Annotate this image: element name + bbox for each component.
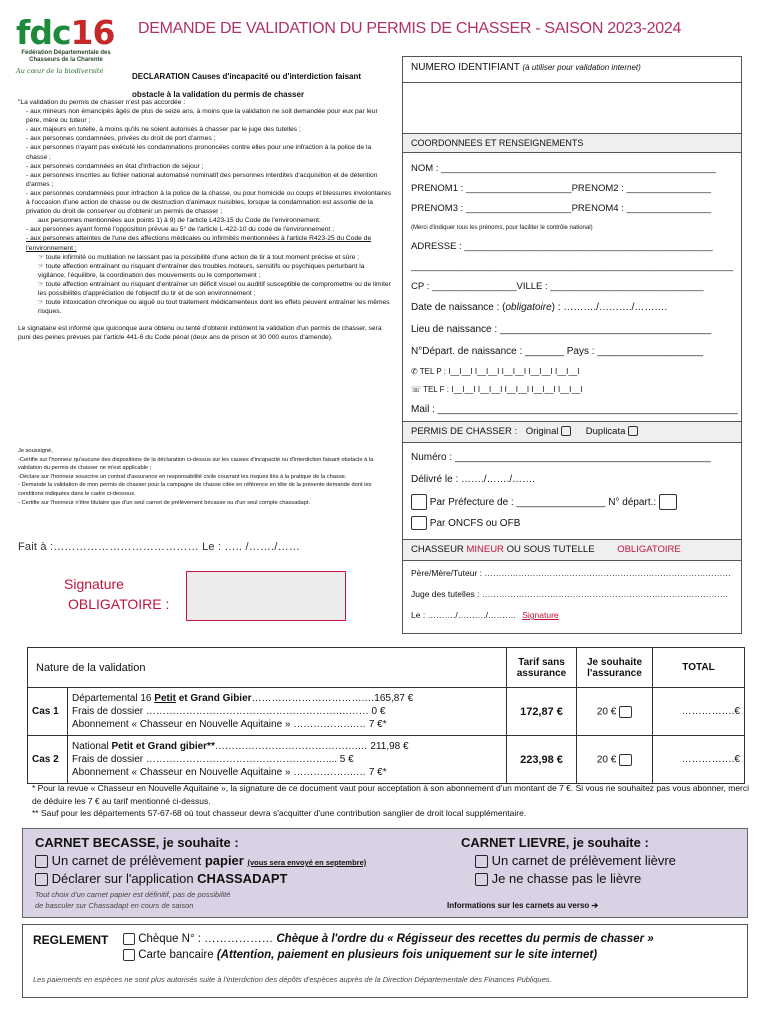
permis-title: PERMIS DE CHASSER :	[411, 426, 518, 437]
depart-field[interactable]: N°Départ. de naissance : _______ Pays : ___________________	[411, 346, 704, 357]
mineur-obligatoire: OBLIGATOIRE	[617, 544, 681, 555]
prefecture-checkbox[interactable]	[411, 494, 427, 510]
carnet-info-link[interactable]: Informations sur les carnets au verso ➔	[447, 901, 599, 910]
lievre-option-carnet: Un carnet de prélèvement lièvre	[475, 853, 676, 868]
mineur-title-1: CHASSEUR	[411, 544, 464, 555]
table-row	[28, 736, 745, 784]
carnet-becasse-title: CARNET BECASSE, je souhaite :	[35, 835, 239, 850]
header-tarif: Tarif sans assurance	[507, 648, 577, 688]
signature-box[interactable]	[186, 571, 346, 621]
cas1-total[interactable]: …………….€	[653, 688, 745, 736]
decl-line: - aux personnes condamnées pour infraction à la police de la chasse, ou pour homicide ou coups et blessures involontaires à l'occasion d'une action de chasse ou de destruction d'animaux nuisibles, lorsque la condamnation est assortie de la privation du droit de conserver ou d'obtenir un permis de chasser ;	[26, 189, 392, 216]
cas1-description	[68, 688, 507, 736]
table-header-row	[28, 648, 745, 688]
decl-line: ☞ toute affection entraînant ou risquant d'entraîner un déficit visuel ou auditif susceptible de compromettre ou de limiter les possibilités d'appréciation de l'objectif du tir et de son environnement ;	[38, 280, 391, 297]
lieu-field[interactable]: Lieu de naissance : ______________________________________	[411, 324, 712, 335]
prefecture-row	[411, 491, 733, 515]
carte-note: (Attention, paiement en plusieurs fois uniquement sur le site internet)	[216, 949, 598, 962]
logo-federation: Fédération Départementale des Chasseurs de la Charente	[21, 50, 111, 63]
sworn-line: - Demande la validation de mon permis de chasser pour la campagne de chasse citée en référence en tête de la présente demande dont les conditions indiquées dans le cadre ci-dessous.	[18, 482, 372, 497]
prefecture-label: Par Préfecture de : ________________ N° départ.:	[429, 497, 657, 508]
decl-line: ☞ toute infirmité ou mutilation ne laissant pas la possibilité d'une action de tir à tout moment précise et sûre ;	[38, 253, 360, 261]
pere-mere-tuteur-field[interactable]: Père/Mère/Tuteur : ……………………………………………………………………………	[411, 568, 731, 578]
declaration-text	[18, 98, 392, 342]
page-title: DEMANDE DE VALIDATION DU PERMIS DE CHASSER - SAISON 2023-2024	[138, 20, 682, 37]
original-checkbox[interactable]	[561, 426, 571, 436]
duplicata-checkbox[interactable]	[628, 426, 638, 436]
nom-field[interactable]: NOM : ____________________________________________________	[411, 163, 716, 174]
logo-tagline: Au cœur de la biodiversité	[16, 67, 104, 75]
carte-label: Carte bancaire	[138, 949, 214, 962]
sworn-line: - Certifie sur l'honneur n'être titulaire que d'un seul carnet de prélèvement bécasse ou d'un seul compte chassadapt.	[18, 499, 311, 506]
duplicata-label: Duplicata	[585, 426, 626, 437]
oncfs-checkbox[interactable]	[411, 516, 427, 530]
decl-line: Le signataire est informé que quiconque aura obtenu ou tenté d'obtenir indûment la validation d'un permis de chasser, sera puni des peines prévues par l'article 441-6 du Code pénal (deux ans de prison et 30 000 euros d'amende).	[18, 325, 382, 342]
cas1-assurance-checkbox[interactable]	[619, 706, 632, 718]
cheque-row	[123, 933, 654, 945]
permis-fields	[403, 443, 741, 537]
cheque-checkbox[interactable]	[123, 933, 135, 945]
carnet-section	[22, 828, 748, 918]
naissance-dots: ) : ………./………./……….	[551, 302, 668, 313]
mail-field[interactable]: Mail : ______________________________________________________	[411, 404, 738, 415]
becasse-note	[35, 889, 230, 911]
adresse-field[interactable]: ADRESSE : _______________________________________________	[411, 241, 713, 252]
cas1-line2: Frais de dossier ………………………………………………….……… 0 €	[72, 706, 386, 717]
cas1-label: Cas 1	[28, 688, 68, 736]
numero-field[interactable]: Numéro : ______________________________________________	[411, 452, 711, 463]
ident-note: (à utiliser pour validation internet)	[522, 63, 641, 72]
cas2-line1: National Petit et Grand gibier**…………………………………….… 211,98 €	[72, 741, 409, 752]
lievre-no-checkbox[interactable]	[475, 873, 488, 886]
cas1-assurance-price: 20 €	[596, 706, 617, 718]
original-label: Original	[525, 426, 559, 437]
header-total: TOTAL	[653, 648, 745, 688]
cas1-assurance	[577, 688, 653, 736]
becasse-paper-checkbox[interactable]	[35, 855, 48, 868]
le-field[interactable]	[411, 605, 733, 626]
mineur-header	[403, 539, 741, 561]
cas2-total[interactable]: …………….€	[653, 736, 745, 784]
decl-line: - aux personnes inscrites au fichier national automatisé nominatif des personnes interdites d'acquisition et de détention d'armes ;	[26, 171, 378, 188]
cas2-assurance	[577, 736, 653, 784]
cas2-description	[68, 736, 507, 784]
signature-label	[64, 574, 169, 614]
mineur-title-2: MINEUR	[466, 544, 504, 555]
header-nature: Nature de la validation	[28, 648, 507, 688]
decl-line: ☞ toute intoxication chronique ou aiguë ou tout traitement médicamenteux dont les effets peuvent entraîner les mêmes risques.	[38, 299, 390, 316]
mineur-signature: Signature	[522, 610, 559, 620]
prenom-note: (Merci d'indiquer tous les prénoms, pour faciliter le contrôle national)	[411, 225, 593, 231]
footnote-1: * Pour la revue « Chasseur en Nouvelle Aquitaine », la signature de ce document vaut pour acceptation à son abonnement d'un montant de 7 €. Si vous ne souhaitez pas vous abonner, merci de déduire les 7 € au tarif mentionné ci-dessus.	[32, 783, 750, 806]
becasse-chassadapt-checkbox[interactable]	[35, 873, 48, 886]
carte-row	[123, 949, 597, 961]
oncfs-row	[411, 515, 733, 533]
carnet-lievre-title: CARNET LIEVRE, je souhaite :	[461, 835, 649, 850]
decl-line: - aux personnes n'ayant pas exécuté les condamnations prononcées contre elles pour une infraction à la police de la chasse ;	[26, 144, 372, 161]
cp-ville-field[interactable]: CP : ________________VILLE : _____________________________	[411, 281, 704, 292]
especes-note: Les paiements en espèces ne sont plus autorisés suite à l'interdiction des dépôts d'espèces auprès de la Direction Départementale des Finances Publiques.	[33, 975, 552, 984]
declaration-title: DECLARATION Causes d'incapacité ou d'interdiction faisant obstacle à la validation du permis de chasser	[132, 72, 362, 99]
decl-line: aux personnes mentionnées aux points 1) à 9) de l'article L423-15 du Code de l'environnement.	[38, 217, 321, 225]
identification-panel	[402, 56, 742, 634]
naissance-label: Date de naissance : (	[411, 302, 506, 313]
decl-line: - aux personnes atteintes de l'une des affections médicales ou infirmités mentionnées à l'article R423-25 du Code de l'environnement :	[26, 235, 372, 252]
lievre-option-no: Je ne chasse pas le lièvre	[475, 871, 641, 886]
cas1-line1: Départemental 16 Petit et Grand Gibier…………………………….…165,87 €	[72, 693, 414, 704]
cas2-assurance-checkbox[interactable]	[619, 754, 632, 766]
permis-header	[403, 421, 741, 443]
decl-line: "La validation du permis de chasser n'est pas accordée :	[18, 99, 186, 106]
becasse-option-paper: Un carnet de prélèvement papier (vous sera envoyé en septembre)	[35, 853, 366, 868]
departement-box[interactable]	[659, 494, 677, 510]
validation-table	[27, 647, 745, 784]
prenom12-field[interactable]: PRENOM1 : ____________________PRENOM2 : ________________	[411, 183, 712, 194]
decl-line: - aux mineurs non émancipés âgés de plus de seize ans, à moins que la validation ne soit demandée pour eux par leur père, mère ou tuteur ;	[26, 108, 378, 125]
ident-title: NUMERO IDENTIFIANT	[411, 62, 520, 73]
prenom34-field[interactable]: PRENOM3 : ____________________PRENOM4 : ________________	[411, 203, 712, 214]
cheque-label: Chèque N° : ………………	[138, 933, 274, 946]
cas2-assurance-price: 20 €	[596, 754, 617, 766]
carte-checkbox[interactable]	[123, 949, 135, 961]
header-assurance: Je souhaite l'assurance	[577, 648, 653, 688]
decl-line: - aux personnes ayant formé l'opposition prévue au 5° de l'article L-422-10 du code de l'environnement ;	[26, 226, 335, 234]
logo-text: fdc16	[16, 13, 115, 52]
mineur-title-3: OU SOUS TUTELLE	[506, 544, 595, 555]
sworn-line: -Certifie sur l'honneur qu'aucune des dispositions de la déclaration ci-dessus sur les causes d'incapacité ou d'interdiction faisant obstacle à la validation du permis de chasser ne m'est applicable ;	[18, 456, 374, 472]
cas2-line2: Frais de dossier ……………………………………………….... 5 €	[72, 754, 354, 765]
cas2-tarif: 223,98 €	[507, 736, 577, 784]
ident-number-field[interactable]	[403, 83, 741, 133]
cas2-line3: Abonnement « Chasseur en Nouvelle Aquitaine » ……………….… 7 €*	[72, 767, 387, 778]
telp-field[interactable]: ✆ TEL P : I__I__I I__I__I I__I__I I__I__I I__I__I	[411, 367, 580, 376]
fdc16-logo	[16, 13, 116, 100]
table-row	[28, 688, 745, 736]
decl-line: - aux majeurs en tutelle, à moins qu'ils ne soient autorisés à chasser par le juge des tutelles ;	[26, 126, 301, 134]
cas2-label: Cas 2	[28, 736, 68, 784]
decl-line: - aux personnes condamnées en état d'infraction de séjour ;	[26, 162, 204, 170]
decl-line: ☞ toute affection entraînant ou risquant d'entraîner des troubles moteurs, sensitifs ou psychiques perturbant la vigilance, l'équilibre, la coordination des mouvements ou le comportement ;	[38, 262, 365, 279]
cas1-line3: Abonnement « Chasseur en Nouvelle Aquitaine » ……………….… 7 €*	[72, 719, 387, 730]
lievre-carnet-checkbox[interactable]	[475, 855, 488, 868]
sworn-line: -Déclare sur l'honneur souscrire un contrat d'assurance en responsabilité civile couvrant les risques liés à la pratique de la chasse.	[18, 473, 347, 480]
le-label: Le : ………./………./……….	[411, 610, 516, 620]
naissance-obligatoire: obligatoire	[505, 302, 552, 313]
adresse2-field[interactable]: _____________________________________________________________	[411, 261, 734, 272]
sworn-line: Je soussigné,	[18, 448, 53, 454]
ident-header	[403, 57, 741, 83]
fait-a-field[interactable]: Fait à :………………………………… Le : ….. /……./……	[18, 541, 301, 553]
footnote-2: ** Sauf pour les départements 57-67-68 où tout chasseur devra s'acquitter d'une contribution sanglier de droit local supplémentaire.	[32, 808, 527, 818]
coord-title: COORDONNEES ET RENSEIGNEMENTS	[403, 133, 741, 153]
signature-label-1: Signature	[64, 576, 124, 592]
becasse-note-2: de basculer sur Chassadapt en cours de saison	[35, 901, 194, 910]
reglement-title: REGLEMENT	[33, 933, 109, 947]
oncfs-label: Par ONCFS ou OFB	[429, 518, 521, 529]
cas1-tarif: 172,87 €	[507, 688, 577, 736]
reglement-section	[22, 924, 748, 998]
sworn-statement	[18, 447, 392, 507]
coord-fields	[403, 153, 741, 421]
becasse-note-1: Tout choix d'un carnet papier est définitif, pas de possibilité	[35, 890, 231, 899]
footnotes	[32, 782, 752, 820]
mineur-fields	[403, 561, 741, 628]
becasse-option-chassadapt: Déclarer sur l'application CHASSADAPT	[35, 871, 287, 886]
naissance-field[interactable]	[411, 297, 733, 319]
cheque-ordre: Chèque à l'ordre du « Régisseur des recettes du permis de chasser »	[276, 933, 654, 946]
delivre-field[interactable]: Délivré le : ……./……./…….	[411, 474, 535, 485]
telf-field[interactable]: ☏ TEL F : I__I__I I__I__I I__I__I I__I__I I__I__I	[411, 385, 583, 394]
signature-label-2: OBLIGATOIRE :	[68, 596, 170, 612]
juge-field[interactable]: Juge des tutelles : ……………………………………………………………………………	[411, 589, 729, 599]
decl-line: - aux personnes condamnées, privées du droit de port d'armes ;	[26, 135, 216, 143]
